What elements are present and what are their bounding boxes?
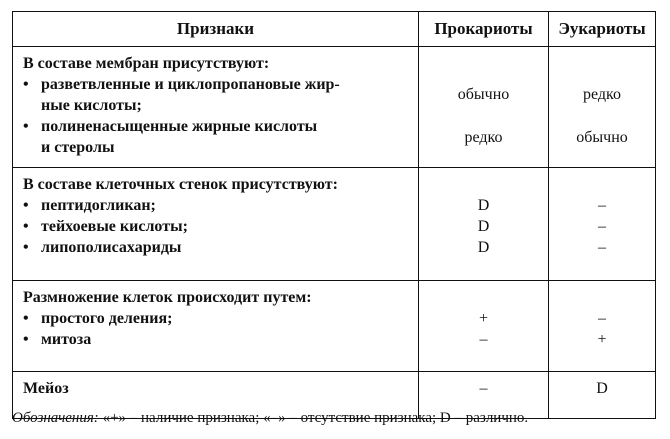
value-prok: D: [477, 218, 490, 235]
legend-text: «+» – наличие признака; «–» – отсутствие признака; D – различно.: [98, 410, 529, 426]
value-euk: +: [597, 331, 607, 348]
eukaryotes-cell: [549, 372, 656, 419]
section-title: Мейоз: [23, 380, 69, 397]
list-item: [23, 216, 412, 237]
feature-list: [23, 308, 412, 350]
section-title: Размножение клеток происходит путем:: [23, 289, 312, 306]
prokaryotes-cell: [419, 281, 549, 372]
legend: [12, 410, 528, 427]
feature-cell: [13, 47, 419, 168]
prokaryotes-cell: [419, 168, 549, 281]
bullet-icon: •: [23, 197, 29, 214]
bullet-icon: •: [23, 118, 29, 135]
item-line: разветвленные и циклопропановые жир-: [41, 76, 340, 93]
header-row: [13, 12, 656, 47]
section-title: В составе мембран присутствуют:: [23, 55, 270, 72]
eukaryotes-cell: [549, 47, 656, 168]
section-row-reproduction: [13, 281, 656, 372]
value-prok: –: [479, 331, 488, 348]
section-row-cell-walls: [13, 168, 656, 281]
bullet-icon: •: [23, 76, 29, 93]
eukaryotes-cell: [549, 281, 656, 372]
item-line: липополисахариды: [41, 239, 182, 256]
header-eukaryotes: Эукариоты: [549, 12, 656, 47]
value-prok: обычно: [457, 86, 510, 103]
item-line: пептидогликан;: [41, 197, 156, 214]
item-line: митоза: [41, 331, 92, 348]
item-line: и стеролы: [41, 139, 115, 156]
legend-label: Обозначения:: [12, 410, 99, 426]
list-item: [23, 195, 412, 216]
feature-cell: [13, 281, 419, 372]
value-euk: –: [598, 310, 606, 327]
section-title: В составе клеточных стенок присутствуют:: [23, 176, 338, 193]
list-item: [23, 74, 412, 116]
list-item: [23, 237, 412, 258]
value-prok: D: [477, 197, 490, 214]
section-row-membranes: [13, 47, 656, 168]
bullet-icon: •: [23, 239, 29, 256]
value-euk: редко: [583, 86, 621, 103]
item-line: тейхоевые кислоты;: [41, 218, 188, 235]
header-prokaryotes: Прокариоты: [419, 12, 549, 47]
value-euk: –: [598, 197, 606, 214]
bullet-icon: •: [23, 331, 29, 348]
value-euk: D: [596, 380, 608, 397]
value-prok: +: [478, 310, 489, 327]
value-euk: –: [598, 239, 606, 256]
comparison-table-container: [12, 11, 655, 419]
bullet-icon: •: [23, 218, 29, 235]
item-line: ные кислоты;: [41, 97, 142, 114]
list-item: [23, 116, 412, 158]
value-prok: D: [477, 239, 490, 256]
value-prok: редко: [464, 129, 503, 146]
header-features: Признаки: [13, 12, 419, 47]
item-line: простого деления;: [41, 310, 173, 327]
feature-list: [23, 195, 412, 258]
list-item: [23, 308, 412, 329]
comparison-table: [12, 11, 656, 419]
item-line: полиненасыщенные жирные кислоты: [41, 118, 318, 135]
feature-list: [23, 74, 412, 158]
value-euk: обычно: [576, 129, 628, 146]
prokaryotes-cell: [419, 47, 549, 168]
feature-cell: [13, 168, 419, 281]
list-item: [23, 329, 412, 350]
eukaryotes-cell: [549, 168, 656, 281]
value-prok: –: [479, 380, 488, 397]
bullet-icon: •: [23, 310, 29, 327]
value-euk: –: [598, 218, 606, 235]
